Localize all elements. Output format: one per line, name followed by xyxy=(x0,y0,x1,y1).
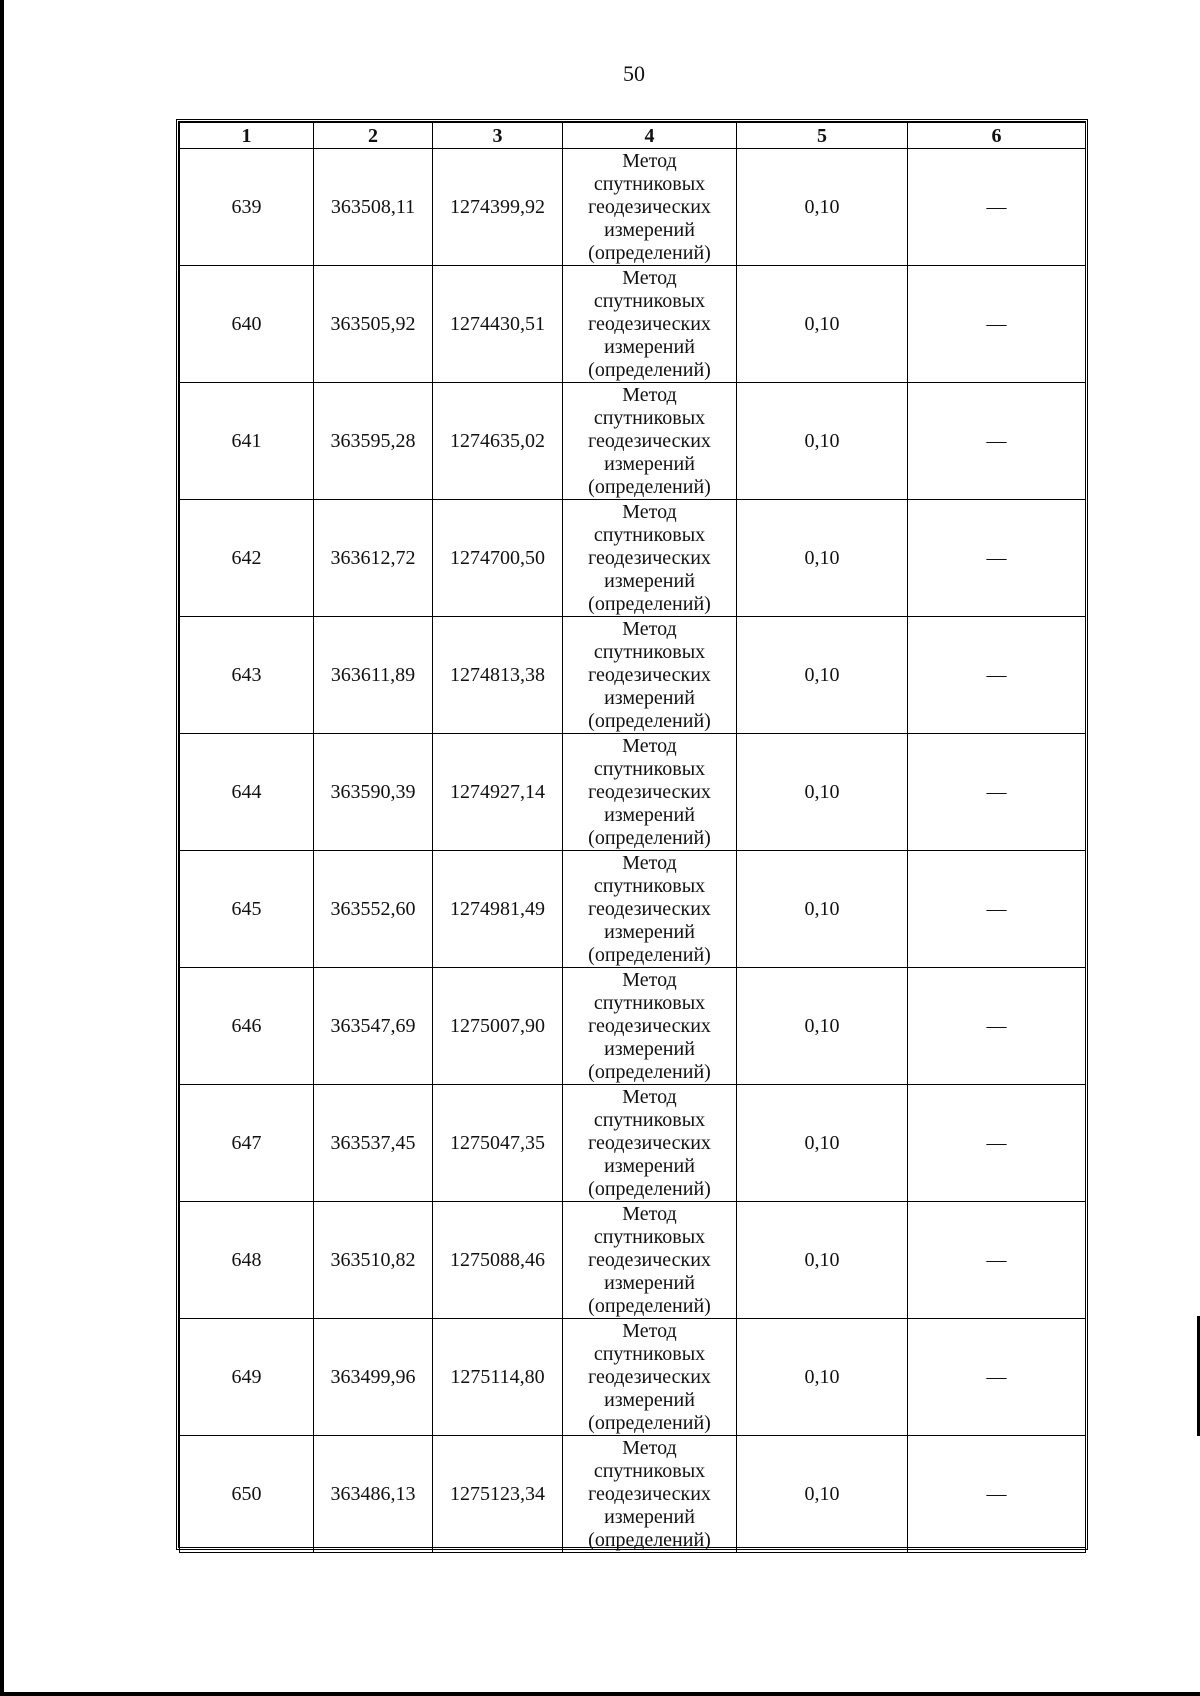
method-cell xyxy=(563,266,737,383)
x-coordinate-cell: 363612,72 xyxy=(314,500,433,617)
point-number-cell: 644 xyxy=(180,734,314,851)
point-number-cell: 639 xyxy=(180,149,314,266)
description-cell: — xyxy=(908,1319,1086,1436)
method-line: (определений) xyxy=(588,592,711,615)
accuracy-cell: 0,10 xyxy=(737,617,908,734)
method-line: измерений xyxy=(604,1388,695,1411)
method-line: измерений xyxy=(604,1271,695,1294)
method-cell xyxy=(563,851,737,968)
table-header-row xyxy=(180,123,1086,149)
scan-edge-bottom xyxy=(0,1692,1200,1696)
x-coordinate-cell: 363486,13 xyxy=(314,1436,433,1553)
method-line: (определений) xyxy=(588,1294,711,1317)
method-line: (определений) xyxy=(588,241,711,264)
x-coordinate-cell: 363537,45 xyxy=(314,1085,433,1202)
x-coordinate-cell: 363552,60 xyxy=(314,851,433,968)
method-line: (определений) xyxy=(588,1177,711,1200)
accuracy-cell: 0,10 xyxy=(737,266,908,383)
accuracy-cell: 0,10 xyxy=(737,734,908,851)
method-cell xyxy=(563,149,737,266)
method-line: спутниковых xyxy=(593,406,706,429)
method-line: Метод xyxy=(622,1436,677,1459)
method-line: измерений xyxy=(604,803,695,826)
accuracy-cell: 0,10 xyxy=(737,1085,908,1202)
y-coordinate-cell: 1275088,46 xyxy=(433,1202,563,1319)
method-line: спутниковых xyxy=(593,874,706,897)
point-number-cell: 647 xyxy=(180,1085,314,1202)
method-line: спутниковых xyxy=(593,1459,706,1482)
x-coordinate-cell: 363510,82 xyxy=(314,1202,433,1319)
x-coordinate-cell: 363547,69 xyxy=(314,968,433,1085)
method-line: Метод xyxy=(622,968,677,991)
description-cell: — xyxy=(908,734,1086,851)
method-line: измерений xyxy=(604,920,695,943)
point-number-cell: 645 xyxy=(180,851,314,968)
accuracy-cell: 0,10 xyxy=(737,500,908,617)
method-line: спутниковых xyxy=(593,523,706,546)
page-number: 50 xyxy=(623,61,645,86)
accuracy-cell: 0,10 xyxy=(737,1202,908,1319)
description-cell: — xyxy=(908,266,1086,383)
table-body xyxy=(180,149,1086,1553)
method-line: спутниковых xyxy=(593,640,706,663)
method-line: геодезических xyxy=(588,1365,711,1388)
header-col-1: 1 xyxy=(180,123,314,149)
coordinates-table xyxy=(179,122,1086,1553)
method-line: спутниковых xyxy=(593,757,706,780)
accuracy-cell: 0,10 xyxy=(737,851,908,968)
table-row xyxy=(180,734,1086,851)
point-number-cell: 642 xyxy=(180,500,314,617)
method-line: спутниковых xyxy=(593,289,706,312)
method-line: Метод xyxy=(622,1202,677,1225)
method-line: Метод xyxy=(622,1085,677,1108)
y-coordinate-cell: 1274700,50 xyxy=(433,500,563,617)
header-col-4: 4 xyxy=(563,123,737,149)
point-number-cell: 640 xyxy=(180,266,314,383)
table-row xyxy=(180,149,1086,266)
y-coordinate-cell: 1275007,90 xyxy=(433,968,563,1085)
method-cell xyxy=(563,1202,737,1319)
method-line: Метод xyxy=(622,734,677,757)
description-cell: — xyxy=(908,1202,1086,1319)
header-col-6: 6 xyxy=(908,123,1086,149)
method-cell xyxy=(563,383,737,500)
method-line: (определений) xyxy=(588,826,711,849)
method-line: (определений) xyxy=(588,475,711,498)
description-cell: — xyxy=(908,968,1086,1085)
header-col-5: 5 xyxy=(737,123,908,149)
table-row xyxy=(180,1202,1086,1319)
method-line: геодезических xyxy=(588,429,711,452)
accuracy-cell: 0,10 xyxy=(737,1319,908,1436)
method-line: измерений xyxy=(604,218,695,241)
method-line: Метод xyxy=(622,1319,677,1342)
method-line: измерений xyxy=(604,686,695,709)
method-line: геодезических xyxy=(588,195,711,218)
method-line: измерений xyxy=(604,569,695,592)
method-cell xyxy=(563,617,737,734)
method-line: спутниковых xyxy=(593,172,706,195)
method-line: Метод xyxy=(622,851,677,874)
method-line: (определений) xyxy=(588,1528,711,1551)
table-row xyxy=(180,968,1086,1085)
method-line: геодезических xyxy=(588,1482,711,1505)
method-line: геодезических xyxy=(588,312,711,335)
table-row xyxy=(180,266,1086,383)
x-coordinate-cell: 363508,11 xyxy=(314,149,433,266)
y-coordinate-cell: 1274635,02 xyxy=(433,383,563,500)
method-line: измерений xyxy=(604,335,695,358)
table-row xyxy=(180,617,1086,734)
method-line: измерений xyxy=(604,1505,695,1528)
y-coordinate-cell: 1275047,35 xyxy=(433,1085,563,1202)
accuracy-cell: 0,10 xyxy=(737,383,908,500)
method-line: (определений) xyxy=(588,1060,711,1083)
method-cell xyxy=(563,500,737,617)
table-row xyxy=(180,1085,1086,1202)
y-coordinate-cell: 1274430,51 xyxy=(433,266,563,383)
method-line: измерений xyxy=(604,452,695,475)
y-coordinate-cell: 1275123,34 xyxy=(433,1436,563,1553)
table-row xyxy=(180,500,1086,617)
method-line: Метод xyxy=(622,617,677,640)
y-coordinate-cell: 1275114,80 xyxy=(433,1319,563,1436)
header-col-2: 2 xyxy=(314,123,433,149)
method-cell xyxy=(563,1319,737,1436)
point-number-cell: 643 xyxy=(180,617,314,734)
method-line: Метод xyxy=(622,500,677,523)
method-line: измерений xyxy=(604,1154,695,1177)
point-number-cell: 641 xyxy=(180,383,314,500)
point-number-cell: 649 xyxy=(180,1319,314,1436)
method-cell xyxy=(563,1085,737,1202)
method-cell xyxy=(563,968,737,1085)
method-line: (определений) xyxy=(588,943,711,966)
method-line: геодезических xyxy=(588,1131,711,1154)
table-row xyxy=(180,1436,1086,1553)
scan-edge-left xyxy=(0,0,4,1696)
description-cell: — xyxy=(908,1085,1086,1202)
y-coordinate-cell: 1274981,49 xyxy=(433,851,563,968)
x-coordinate-cell: 363505,92 xyxy=(314,266,433,383)
method-line: геодезических xyxy=(588,663,711,686)
method-line: геодезических xyxy=(588,1248,711,1271)
y-coordinate-cell: 1274927,14 xyxy=(433,734,563,851)
y-coordinate-cell: 1274399,92 xyxy=(433,149,563,266)
accuracy-cell: 0,10 xyxy=(737,1436,908,1553)
point-number-cell: 650 xyxy=(180,1436,314,1553)
description-cell: — xyxy=(908,1436,1086,1553)
y-coordinate-cell: 1274813,38 xyxy=(433,617,563,734)
method-line: геодезических xyxy=(588,546,711,569)
method-line: геодезических xyxy=(588,1014,711,1037)
method-line: измерений xyxy=(604,1037,695,1060)
table-row xyxy=(180,1319,1086,1436)
method-cell xyxy=(563,734,737,851)
method-line: спутниковых xyxy=(593,991,706,1014)
method-line: (определений) xyxy=(588,358,711,381)
method-line: (определений) xyxy=(588,1411,711,1434)
description-cell: — xyxy=(908,851,1086,968)
coordinates-table-frame xyxy=(176,119,1088,1550)
description-cell: — xyxy=(908,500,1086,617)
header-col-3: 3 xyxy=(433,123,563,149)
method-line: Метод xyxy=(622,266,677,289)
method-line: геодезических xyxy=(588,897,711,920)
x-coordinate-cell: 363611,89 xyxy=(314,617,433,734)
accuracy-cell: 0,10 xyxy=(737,149,908,266)
method-cell xyxy=(563,1436,737,1553)
x-coordinate-cell: 363595,28 xyxy=(314,383,433,500)
method-line: спутниковых xyxy=(593,1342,706,1365)
table-row xyxy=(180,383,1086,500)
method-line: спутниковых xyxy=(593,1225,706,1248)
x-coordinate-cell: 363590,39 xyxy=(314,734,433,851)
table-row xyxy=(180,851,1086,968)
method-line: геодезических xyxy=(588,780,711,803)
description-cell: — xyxy=(908,383,1086,500)
x-coordinate-cell: 363499,96 xyxy=(314,1319,433,1436)
point-number-cell: 648 xyxy=(180,1202,314,1319)
point-number-cell: 646 xyxy=(180,968,314,1085)
method-line: спутниковых xyxy=(593,1108,706,1131)
description-cell: — xyxy=(908,149,1086,266)
method-line: Метод xyxy=(622,383,677,406)
method-line: Метод xyxy=(622,149,677,172)
description-cell: — xyxy=(908,617,1086,734)
method-line: (определений) xyxy=(588,709,711,732)
accuracy-cell: 0,10 xyxy=(737,968,908,1085)
